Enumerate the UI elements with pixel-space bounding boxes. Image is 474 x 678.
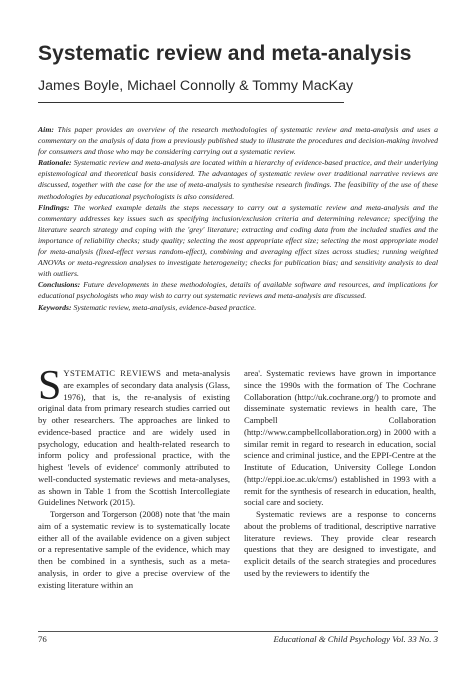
body-paragraph-1	[38, 363, 230, 509]
body-column-right	[244, 368, 436, 580]
paragraph-1-text: and meta-analysis are examples of secondary data analysis (Glass, 1976), that is, the re-analysis of existing original data from primary research studies carried out by other researchers. The approaches are linked to evidence-based practice and are widely used in psychology, education and health-related research to inform policy and professional practice, with the highest 'levels of evidence' commonly attributed to well-conducted systematic reviews and meta-analyses, as shown in Table 1 from the Scottish Intercollegiate Guidelines Network (2015).	[38, 368, 230, 508]
abstract-findings	[38, 202, 438, 280]
keywords-label: Keywords:	[38, 302, 72, 312]
abstract	[38, 124, 438, 313]
rationale-label: Rationale:	[38, 158, 72, 168]
keywords-text: Systematic review, meta-analysis, evidence-based practice.	[73, 302, 257, 312]
abstract-conclusions	[38, 279, 438, 301]
body-paragraph-2: Torgerson and Torgerson (2008) note that 'the main aim of a systematic review is to systematically locate either all of the available evidence on a given subject or a representative sample of the evidence, which may then be combined in a synthesis, such as a meta-analysis, in order to give a precise overview of the existing literature within an	[38, 509, 230, 590]
conclusions-text: Future developments in these methodologies, details of available software and resources, and implications for educational psychologists who may wish to carry out systematic reviews and meta-analysis are discussed.	[38, 280, 438, 301]
abstract-aim	[38, 124, 438, 157]
abstract-rationale	[38, 157, 438, 201]
aim-label: Aim:	[38, 125, 54, 134]
aim-text: This paper provides an overview of the research methodologies of systematic review and meta-analysis and uses a commentary on the analysis of data from a previously published study to illustrate the procedures and decision-making involved for consumers and those who may be considering carrying out a systematic review.	[38, 125, 438, 157]
findings-label: Findings:	[38, 202, 70, 212]
drop-cap: S	[38, 363, 62, 409]
lead-caps: YSTEMATIC REVIEWS	[63, 368, 162, 378]
header-rule	[38, 102, 344, 103]
body-paragraph-4: Systematic reviews are a response to concerns about the problems of traditional, descriptive narrative literature reviews. They provide clear research questions that they are designed to investigate, and explicit details of the search strategies and procedures used by the reviewers to identify the	[244, 509, 436, 578]
page-number: 76	[38, 634, 47, 644]
article-title: Systematic review and meta-analysis	[38, 42, 412, 65]
article-authors: James Boyle, Michael Connolly & Tommy MacKay	[38, 78, 354, 94]
conclusions-label: Conclusions:	[38, 280, 81, 290]
journal-citation: Educational & Child Psychology Vol. 33 No. 3	[273, 634, 438, 644]
abstract-keywords	[38, 302, 438, 313]
body-column-left	[38, 363, 230, 591]
findings-text: The worked example details the steps necessary to carry out a systematic review and meta-analysis and the commentary addresses key issues such as specifying inclusion/exclusion criteria and determining relevance; specifying the literature search strategy and coping with the 'grey' literature; extracting and coding data from the included studies and the importance of reliability checks; study quality; selecting the most appropriate effect size; selecting the most appropriate model for meta-analysis (fixed-effect versus random-effect), combining and averaging effect sizes across studies; running weighted ANOVAs or meta-regression analyses to investigate heterogeneity; checks for publication bias; and sensitivity analysis to deal with outliers.	[38, 202, 439, 279]
body-paragraph-3: area'. Systematic reviews have grown in importance since the 1990s with the formation of The Cochrane Collaboration (http://uk.cochrane.org/) to promote and disseminate systematic reviews in health care, The Campbell Collaboration (http://www.campbellcollaboration.org) in 2000 with a similar remit in regard to research in education, social science and criminal justice, and the EPPI-Centre at the Institute of Education, University College London (http://eppi.ioe.ac.uk/cms/) established in 1993 with a remit for the synthesis of research in education, health, social care and society.	[244, 368, 436, 508]
rationale-text: Systematic review and meta-analysis are located within a hierarchy of evidence-based practice, and their underlying epistemological and theoretical basis considered. The advantages of systematic review over traditional narrative reviews are discussed, together with the case for the use of meta-analysis to synthesise research findings. The feasibility of the use of these methodologies by educational psychologists is also considered.	[38, 158, 438, 201]
footer-rule	[38, 631, 438, 632]
